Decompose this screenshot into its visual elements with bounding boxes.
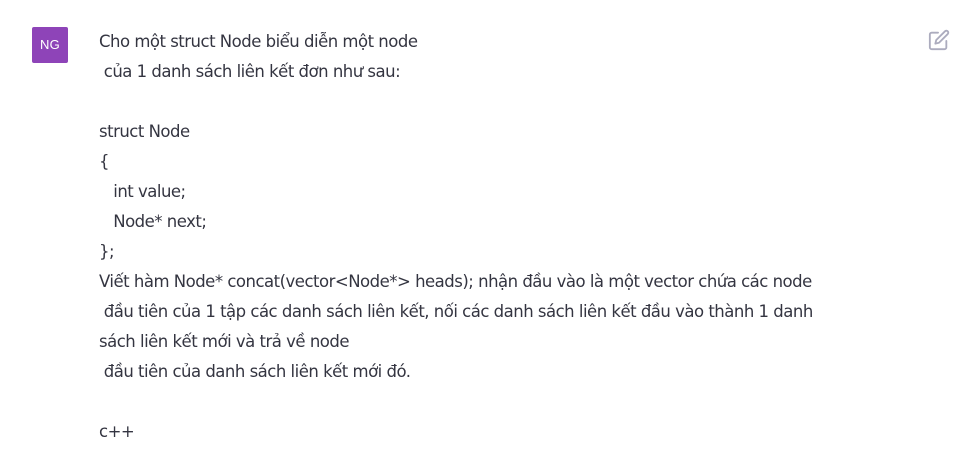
message-line: của 1 danh sách liên kết đơn như sau:: [99, 62, 401, 81]
message-line: struct Node: [99, 122, 190, 141]
message-line: c++: [99, 422, 135, 441]
message-line: đầu tiên của danh sách liên kết mới đó.: [99, 362, 411, 381]
message-content: [99, 27, 919, 447]
message-line: đầu tiên của 1 tập các danh sách liên kết, nối các danh sách liên kết đầu vào thành 1 danh: [99, 302, 813, 321]
message-line: {: [99, 152, 109, 171]
message-line: Cho một struct Node biểu diễn một node: [99, 32, 418, 51]
message-line: [99, 87, 919, 117]
message-line: Viết hàm Node* concat(vector<Node*> heads); nhận đầu vào là một vector chứa các node: [99, 272, 812, 291]
message-line: Node* next;: [99, 212, 207, 231]
edit-message-button[interactable]: [928, 29, 950, 51]
message-line: int value;: [99, 182, 186, 201]
message-line: };: [99, 242, 115, 261]
edit-icon: [928, 29, 950, 51]
message-line: [99, 387, 919, 417]
message-line: sách liên kết mới và trả về node: [99, 332, 349, 351]
user-avatar: NG: [32, 27, 68, 63]
